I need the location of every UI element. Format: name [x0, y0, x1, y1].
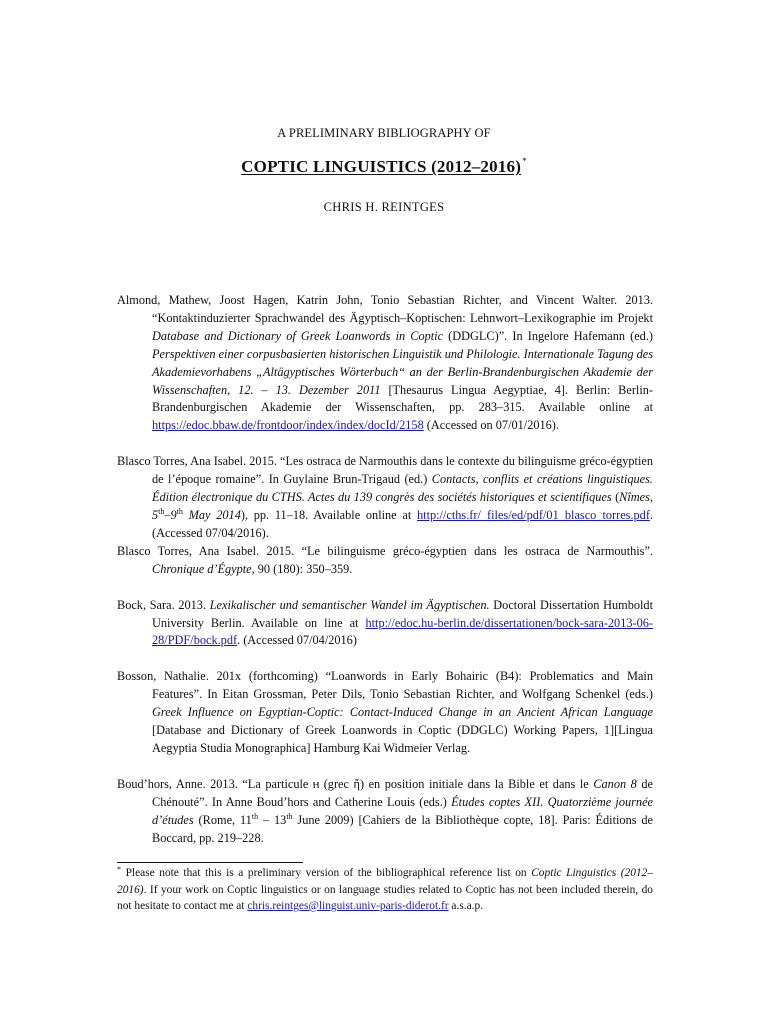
reference-bock-2013: Bock, Sara. 2013. Lexikalischer und semantischer Wandel im Ägyptischen. Doctoral Dissertation Humboldt University Berlin. Available on line at http://edoc.hu-berlin.de/dissertationen/bock-sara-2013-06-28/PDF/bock.pdf. (Accessed 07/04/2016)	[117, 597, 653, 648]
reference-almond-2013: Almond, Mathew, Joost Hagen, Katrin John, Tonio Sebastian Richter, and Vincent Walter. 2013. “Kontaktinduzierter Sprachwandel des Ägyptisch–Koptischen: Lehnwort–Lexikographie im Projekt Database and Dictionary of Greek Loanwords in Coptic (DDGLC)”. In Ingelore Hafemann (ed.) Perspektiven einer corpusbasierten historischen Linguistik und Philologie. Internationale Tagung des Akademievorhabens „Altägyptisches Wörterbuch“ an der Berlin-Brandenburgischen Akademie der Wissenschaften, 12. – 13. Dezember 2011 [Thesaurus Lingua Aegyptiae, 4]. Berlin: Berlin-Brandenburgischen Akademie der Wissenschaften, pp. 283–315. Available online at https://edoc.bbaw.de/frontdoor/index/index/docId/2158 (Accessed on 07/01/2016).	[117, 293, 653, 433]
reference-list	[117, 292, 653, 847]
reference-link[interactable]: http://edoc.hu-berlin.de/dissertationen/bock-sara-2013-06-28/PDF/bock.pdf	[152, 615, 653, 648]
document-title	[0, 156, 768, 177]
document-author: CHRIS H. REINTGES	[323, 200, 445, 214]
reference-boudhors-2013: Boud’hors, Anne. 2013. “La particule ⲏ (grec ἤ) en position initiale dans la Bible et dans le Canon 8 de Chénouté”. In Anne Boud’hors and Catherine Louis (eds.) Études coptes XII. Quatorzième journée d’études (Rome, 11th – 13th June 2009) [Cahiers de la Bibliothèque copte, 18]. Paris: Éditions de Boccard, pp. 219–228.	[117, 776, 654, 845]
reference-blasco-torres-2015b: Blasco Torres, Ana Isabel. 2015. “Le bilinguisme gréco-égyptien dans les ostraca de Narmouthis”. Chronique d’Égypte, 90 (180): 350–359.	[117, 543, 653, 576]
reference-bosson-201x: Bosson, Nathalie. 201x (forthcoming) “Loanwords in Early Bohairic (B4): Problematics and Main Features”. In Eitan Grossman, Peter Dils, Tonio Sebastian Richter, and Wolfgang Schenkel (eds.) Greek Influence on Egyptian-Coptic: Contact-Induced Change in an Ancient African Language [Database and Dictionary of Greek Loanwords in Coptic (DDGLC) Working Papers, 1][Lingua Aegyptia Studia Monographica] Hamburg Kai Widmeier Verlag.	[117, 669, 653, 755]
footnote-mark: *	[117, 865, 121, 874]
title-text: COPTIC LINGUISTICS (2012–2016)	[241, 157, 522, 176]
footnote: * Please note that this is a preliminary version of the bibliographical reference list on Coptic Linguistics (2012–2016). If your work on Coptic linguistics or on language studies related to Coptic has not been included therein, do not hesitate to contact me at chris.reintges@linguist.univ-paris-diderot.fr a.s.a.p.	[117, 865, 653, 912]
reference-blasco-torres-2015a: Blasco Torres, Ana Isabel. 2015. “Les ostraca de Narmouthis dans le contexte du bilinguisme gréco-égyptien de l’époque romaine”. In Guylaine Brun-Trigaud (ed.) Contacts, conflits et créations linguistiques. Édition électronique du CTHS. Actes du 139 congrès des sociétés historiques et scientifiques (Nîmes, 5th–9th May 2014), pp. 11–18. Available online at http://cths.fr/_files/ed/pdf/01_blasco_torres.pdf. (Accessed 07/04/2016).	[117, 454, 653, 540]
contact-email-link[interactable]: chris.reintges@linguist.univ-paris-diderot.fr	[247, 900, 449, 912]
reference-link[interactable]: http://cths.fr/_files/ed/pdf/01_blasco_torres.pdf	[417, 507, 650, 522]
footnote-divider	[117, 862, 303, 863]
reference-link[interactable]: https://edoc.bbaw.de/frontdoor/index/index/docId/2158	[152, 418, 424, 433]
title-footnote-mark: *	[522, 156, 527, 166]
document-pretitle: A PRELIMINARY BIBLIOGRAPHY OF	[277, 126, 491, 140]
